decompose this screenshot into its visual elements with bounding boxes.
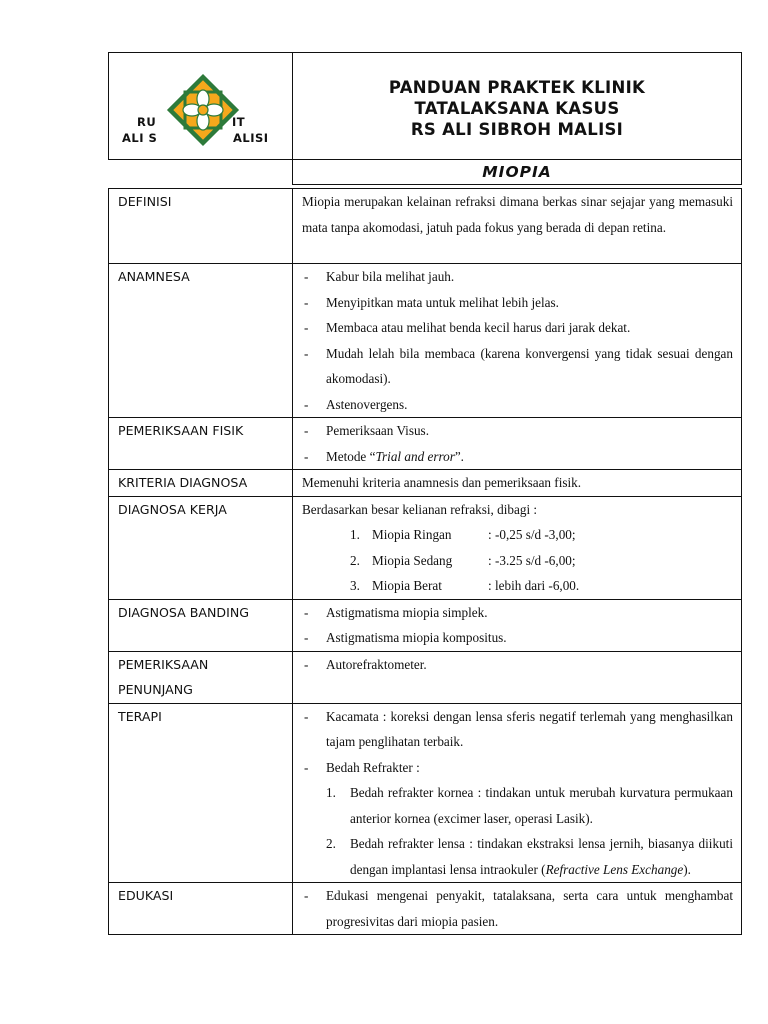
item-name: Miopia Sedang	[372, 552, 453, 568]
label-line-1: PEMERIKSAAN	[118, 656, 209, 672]
item-text: Bedah refrakter kornea : tindakan untuk merubah kurvatura permukaan anterior kornea (excimer laser, operasi Lasik).	[350, 785, 733, 826]
row-content	[293, 264, 742, 418]
list-item: - Astigmatisma miopia simplek.	[302, 600, 733, 626]
row-content: Memenuhi kriteria anamnesis dan pemeriksaan fisik.	[293, 470, 742, 497]
item-value: : lebih dari -6,00.	[488, 578, 580, 593]
logo-cell	[109, 53, 293, 159]
table-row-edukasi	[109, 883, 742, 935]
row-label: PEMERIKSAAN FISIK	[109, 418, 293, 470]
item-name: Miopia Berat	[372, 578, 442, 593]
row-label: ANAMNESA	[109, 264, 293, 418]
list-item: - Menyipitkan mata untuk melihat lebih jelas.	[302, 290, 733, 316]
row-label: DIAGNOSA BANDING	[109, 599, 293, 651]
logo-text-bottom-left: ALI S	[122, 131, 158, 145]
logo-text-left: RU	[137, 115, 157, 129]
item-value: : -3.25 s/d -6,00;	[488, 552, 576, 568]
item-name: Miopia Ringan	[372, 527, 452, 542]
table-row-pemeriksaan-fisik	[109, 418, 742, 470]
item-number: 1.	[326, 785, 336, 800]
title-line-1: PANDUAN PRAKTEK KLINIK	[388, 78, 646, 97]
row-content: Miopia merupakan kelainan refraksi dimana berkas sinar sejajar yang memasuki mata tanpa akomodasi, jatuh pada fokus yang berada di depan retina.	[293, 189, 742, 264]
row-label: EDUKASI	[109, 883, 293, 935]
diagnosa-list	[350, 522, 733, 599]
item-number: 3.	[350, 578, 360, 593]
text-segment: ”.	[454, 448, 464, 464]
guideline-table	[108, 188, 742, 935]
item-number: 1.	[350, 527, 360, 542]
list-item: - Astenovergens.	[302, 392, 733, 418]
row-content	[293, 418, 742, 470]
row-label: KRITERIA DIAGNOSA	[109, 470, 293, 497]
list-item: - Kacamata : koreksi dengan lensa sferis negatif terlemah yang menghasilkan tajam penglihatan terbaik.	[302, 704, 733, 755]
list-item: - Kabur bila melihat jauh.	[302, 264, 733, 290]
list-item: - Astigmatisma miopia kompositus.	[302, 625, 733, 651]
document-title	[293, 53, 741, 159]
list-item: - Edukasi mengenai penyakit, tatalaksana, serta cara untuk menghambat progresivitas dari miopia pasien.	[302, 883, 733, 934]
section-title: MIOPIA	[292, 160, 742, 185]
list-item	[302, 444, 733, 470]
hospital-logo-icon	[166, 73, 240, 147]
table-row-diagnosa-kerja	[109, 496, 742, 599]
row-label: TERAPI	[109, 703, 293, 883]
italic-text: Trial and error	[375, 448, 455, 464]
list-item	[350, 548, 733, 574]
table-row-definisi	[109, 189, 742, 264]
list-item: - Autorefraktometer.	[302, 652, 733, 678]
list-item: - Pemeriksaan Visus.	[302, 418, 733, 444]
row-content	[293, 496, 742, 599]
table-row-kriteria-diagnosa	[109, 470, 742, 497]
logo-text-bottom-right: ALISI	[233, 131, 269, 145]
list-item	[350, 522, 733, 548]
row-content	[293, 651, 742, 703]
item-number: 2.	[350, 552, 360, 568]
row-content	[293, 703, 742, 883]
row-content	[293, 599, 742, 651]
document-header	[108, 52, 742, 160]
table-row-anamnesa	[109, 264, 742, 418]
list-item: - Membaca atau melihat benda kecil harus dari jarak dekat.	[302, 315, 733, 341]
text-segment: Metode “	[326, 448, 376, 464]
diagnosa-intro: Berdasarkan besar kelianan refraksi, dibagi :	[302, 501, 538, 517]
list-item	[302, 780, 733, 831]
title-line-3: RS ALI SIBROH MALISI	[410, 120, 624, 139]
text-segment: ).	[683, 861, 691, 877]
italic-text: Refractive Lens Exchange	[545, 861, 684, 877]
document	[108, 52, 742, 935]
item-text: Bedah refrakter lensa : tindakan ekstraksi lensa jernih, biasanya diikuti dengan implantasi lensa intraokuler (	[350, 836, 733, 877]
title-line-2: TATALAKSANA KASUS	[414, 99, 620, 118]
row-label	[109, 651, 293, 703]
table-row-diagnosa-banding	[109, 599, 742, 651]
row-content	[293, 883, 742, 935]
label-line-2: PENUNJANG	[118, 682, 193, 697]
list-item: - Bedah Refrakter :	[302, 755, 733, 781]
list-item	[302, 831, 733, 882]
item-number: 2.	[326, 836, 336, 851]
table-row-pemeriksaan-penunjang	[109, 651, 742, 703]
list-item	[350, 573, 733, 599]
row-label: DEFINISI	[109, 189, 293, 264]
logo-text-right: IT	[232, 115, 246, 129]
row-label: DIAGNOSA KERJA	[109, 496, 293, 599]
table-row-terapi	[109, 703, 742, 883]
item-value: : -0,25 s/d -3,00;	[488, 527, 576, 542]
list-item: - Mudah lelah bila membaca (karena konvergensi yang tidak sesuai dengan akomodasi).	[302, 341, 733, 392]
